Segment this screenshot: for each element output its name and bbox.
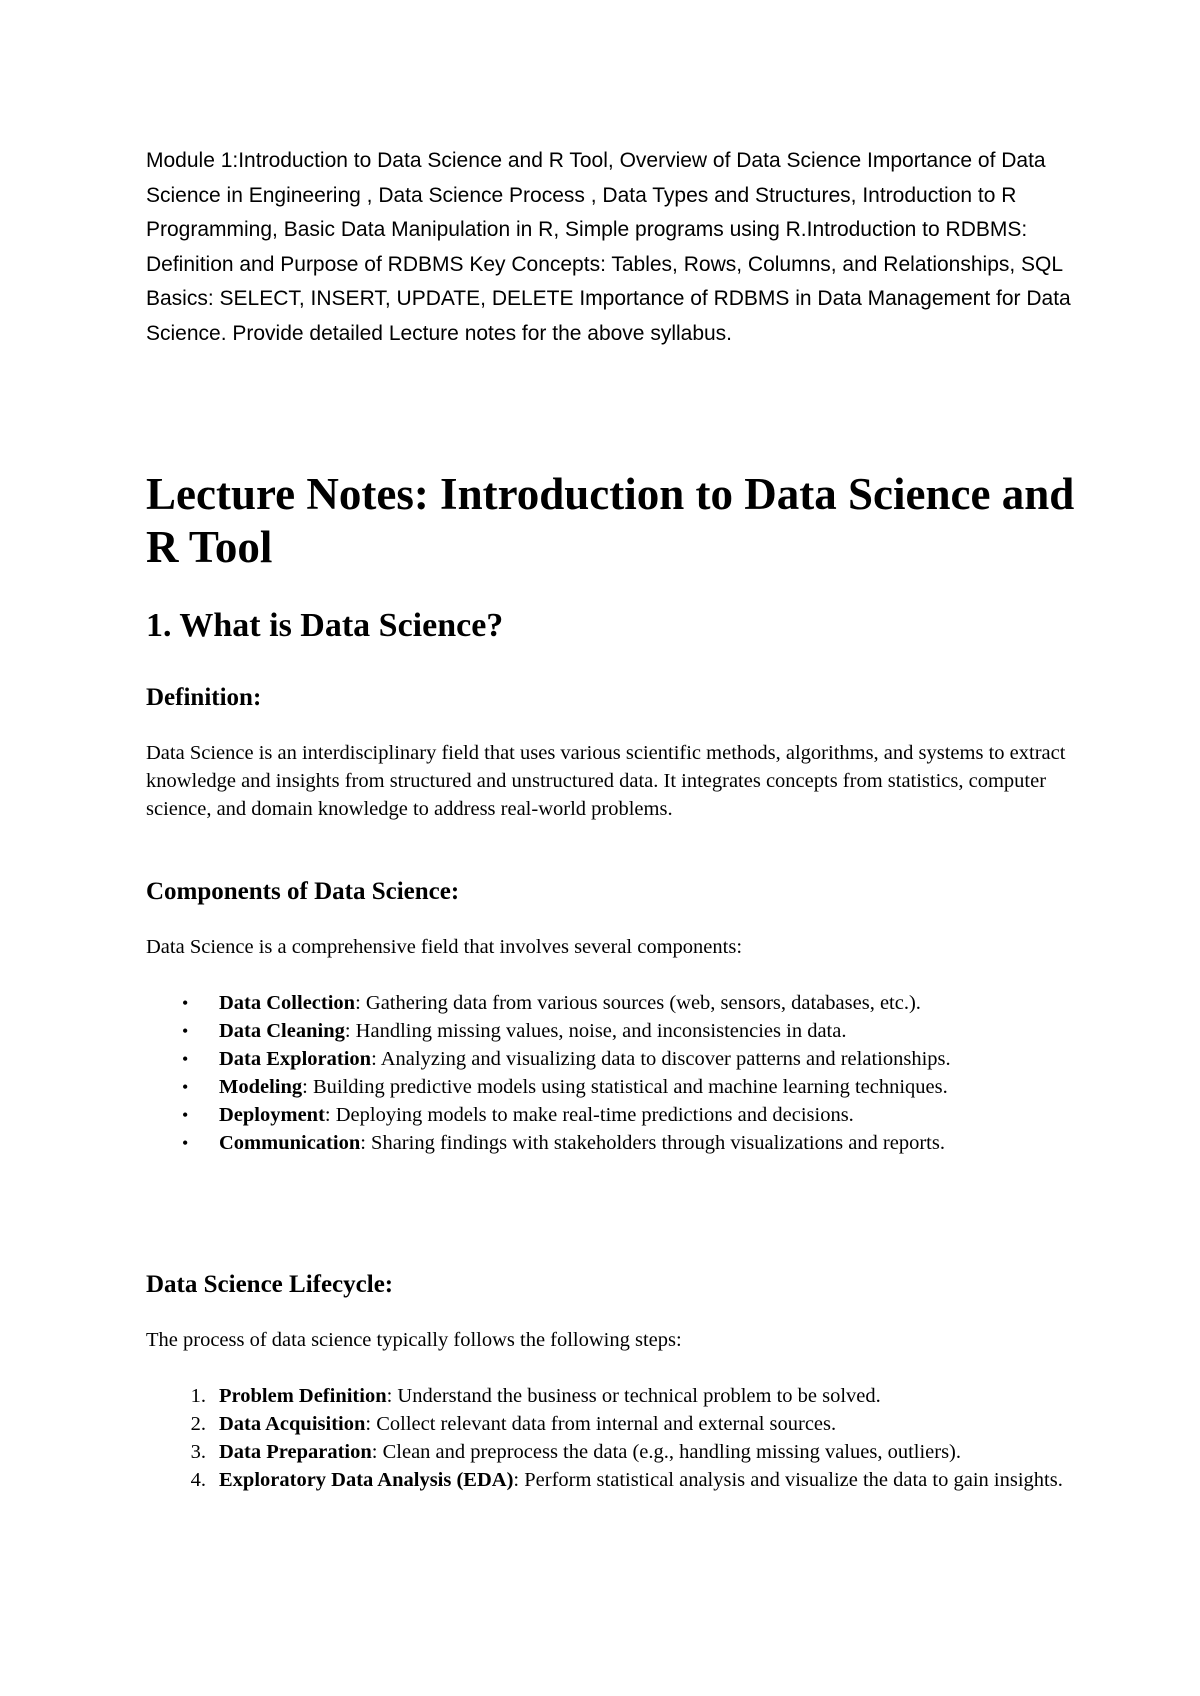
item-term: Data Preparation (219, 1441, 372, 1463)
item-term: Data Acquisition (219, 1413, 366, 1435)
definition-heading: Definition: (146, 684, 262, 711)
definition-text: Data Science is an interdisciplinary field that uses various scientific methods, algorithms, and systems to extract knowledge and insights from structured and unstructured data. It integrates concepts from statistics, computer science, and domain knowledge to address real-world problems. (146, 742, 1066, 820)
item-desc: : Collect relevant data from internal and external sources. (365, 1413, 837, 1435)
components-intro: Data Science is a comprehensive field that involves several components: (146, 936, 743, 958)
list-item (146, 1410, 1076, 1438)
item-term: Deployment (219, 1104, 325, 1126)
list-item (146, 1382, 1076, 1410)
bullet-icon: • (182, 1077, 189, 1097)
page-title: Lecture Notes: Introduction to Data Science and R Tool (146, 469, 1075, 572)
item-term: Data Collection (219, 992, 356, 1014)
item-term: Modeling (219, 1076, 303, 1098)
document-page (146, 144, 1076, 1491)
list-item (146, 989, 1076, 1017)
item-desc: : Building predictive models using statistical and machine learning techniques. (302, 1076, 948, 1098)
lifecycle-intro: The process of data science typically follows the following steps: (146, 1329, 682, 1351)
list-item (146, 1438, 1076, 1466)
item-term: Problem Definition (219, 1385, 387, 1407)
components-list (146, 989, 1076, 1157)
item-desc: : Sharing findings with stakeholders through visualizations and reports. (360, 1132, 945, 1154)
item-desc: : Clean and preprocess the data (e.g., handling missing values, outliers). (371, 1441, 962, 1463)
bullet-icon: • (182, 1105, 189, 1125)
bullet-icon: • (182, 1021, 189, 1041)
list-item (146, 1466, 1076, 1494)
item-desc: : Deploying models to make real-time predictions and decisions. (324, 1104, 854, 1126)
item-number: 4. (190, 1469, 206, 1491)
item-desc: : Understand the business or technical problem to be solved. (386, 1385, 881, 1407)
syllabus-prompt: Module 1:Introduction to Data Science and R Tool, Overview of Data Science Importance of Data Science in Engineering , Data Science Process , Data Types and Structures, Introduction to R Programming, Basic Data Manipulation in R, Simple programs using R.Introduction to RDBMS: Definition and Purpose of RDBMS Key Concepts: Tables, Rows, Columns, and Relationships, SQL Basics: SELECT, INSERT, UPDATE, DELETE Importance of RDBMS in Data Management for Data Science. Provide detailed Lecture notes for the above syllabus. (146, 149, 1071, 345)
lifecycle-heading: Data Science Lifecycle: (146, 1271, 394, 1298)
item-desc: : Perform statistical analysis and visualize the data to gain insights. (513, 1469, 1063, 1491)
item-desc: : Analyzing and visualizing data to discover patterns and relationships. (371, 1048, 951, 1070)
item-term: Data Exploration (219, 1048, 372, 1070)
bullet-icon: • (182, 993, 189, 1013)
item-desc: : Handling missing values, noise, and inconsistencies in data. (344, 1020, 847, 1042)
item-number: 3. (190, 1441, 206, 1463)
list-item (146, 1045, 1076, 1073)
list-item (146, 1073, 1076, 1101)
components-heading: Components of Data Science: (146, 878, 460, 905)
list-item (146, 1101, 1076, 1129)
item-number: 1. (190, 1385, 206, 1407)
lifecycle-list (146, 1382, 1076, 1494)
section-heading: 1. What is Data Science? (146, 607, 504, 644)
item-number: 2. (190, 1413, 206, 1435)
item-desc: : Gathering data from various sources (web, sensors, databases, etc.). (355, 992, 921, 1014)
bullet-icon: • (182, 1049, 189, 1069)
bullet-icon: • (182, 1133, 189, 1153)
list-item (146, 1017, 1076, 1045)
item-term: Data Cleaning (219, 1020, 345, 1042)
list-item (146, 1129, 1076, 1157)
item-term: Exploratory Data Analysis (EDA) (219, 1469, 514, 1491)
item-term: Communication (219, 1132, 361, 1154)
